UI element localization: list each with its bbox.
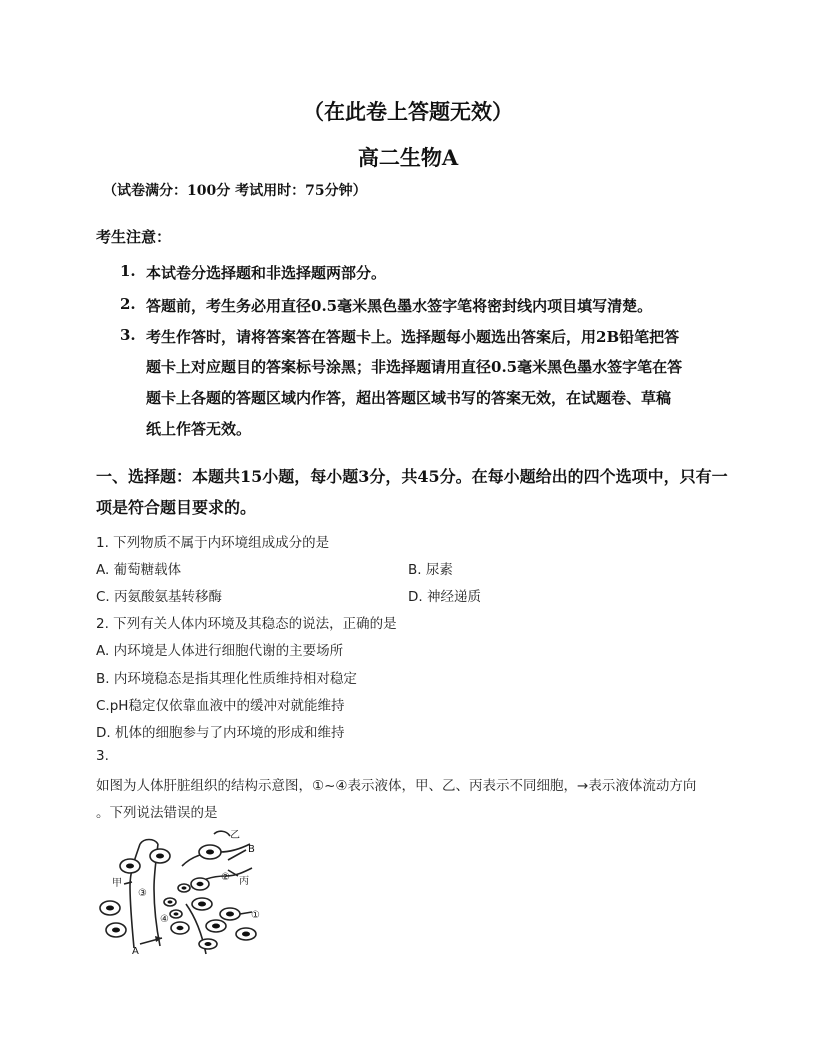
- notice-item-line: 纸上作答无效。: [146, 420, 252, 438]
- figure-label-1: ①: [251, 910, 260, 921]
- section-heading: 一、选择题：本题共15小题，每小题3分，共45分。在每小题给出的四个选项中，只有一: [96, 467, 728, 486]
- question-3-stem: 如图为人体肝脏组织的结构示意图，①~④表示液体，甲、乙、丙表示不同细胞，→表示液体流动方向: [96, 778, 697, 794]
- question-1-option-b: B. 尿素: [408, 562, 453, 578]
- notice-heading: 考生注意：: [96, 228, 172, 246]
- figure-label-4: ④: [160, 914, 169, 925]
- question-2-stem: 2. 下列有关人体内环境及其稳态的说法，正确的是: [96, 616, 397, 632]
- notice-item-number: 1.: [120, 262, 136, 280]
- liver-tissue-figure: [96, 826, 266, 958]
- question-1-option-a: A. 葡萄糖载体: [96, 562, 182, 578]
- figure-label-b: B: [248, 844, 255, 855]
- notice-item-line: 题卡上对应题目的答案标号涂黑；非选择题请用直径0.5毫米黑色墨水签字笔在答: [146, 358, 683, 376]
- figure-label-yi: 乙: [230, 830, 240, 841]
- question-2-option-b: B. 内环境稳态是指其理化性质维持相对稳定: [96, 671, 357, 687]
- figure-label-3: ③: [138, 888, 147, 899]
- question-2-option-d: D. 机体的细胞参与了内环境的形成和维持: [96, 725, 345, 741]
- notice-item-number: 3.: [120, 326, 136, 344]
- notice-item-line: 答题前，考生务必用直径0.5毫米黑色墨水签字笔将密封线内项目填写清楚。: [146, 297, 653, 315]
- exam-meta: （试卷满分：100分 考试用时：75分钟）: [103, 183, 367, 199]
- section-heading-cont: 项是符合题目要求的。: [96, 498, 257, 517]
- figure-label-a: A: [132, 946, 139, 957]
- notice-item-line: 本试卷分选择题和非选择题两部分。: [146, 264, 387, 282]
- question-1-stem: 1. 下列物质不属于内环境组成成分的是: [96, 535, 330, 551]
- figure-label-jia: 甲: [112, 878, 122, 889]
- notice-item-line: 题卡上各题的答题区域内作答，超出答题区域书写的答案无效，在试题卷、草稿: [146, 389, 672, 407]
- page-title: 高二生物A: [357, 145, 459, 170]
- question-3-number: 3.: [96, 748, 109, 764]
- question-1-option-c: C. 丙氨酸氨基转移酶: [96, 589, 223, 605]
- exam-notice-paren: （在此卷上答题无效）: [303, 99, 513, 124]
- notice-item-line: 考生作答时，请将答案答在答题卡上。选择题每小题选出答案后，用2B铅笔把答: [146, 328, 680, 346]
- question-1-option-d: D. 神经递质: [408, 589, 481, 605]
- figure-label-2: ②: [221, 872, 230, 883]
- question-2-option-a: A. 内环境是人体进行细胞代谢的主要场所: [96, 643, 344, 659]
- figure-label-bing: 丙: [239, 876, 249, 887]
- question-2-option-c: C.pH稳定仅依靠血液中的缓冲对就能维持: [96, 698, 345, 714]
- notice-item-number: 2.: [120, 295, 136, 313]
- question-3-stem-cont: 。下列说法错误的是: [96, 805, 218, 821]
